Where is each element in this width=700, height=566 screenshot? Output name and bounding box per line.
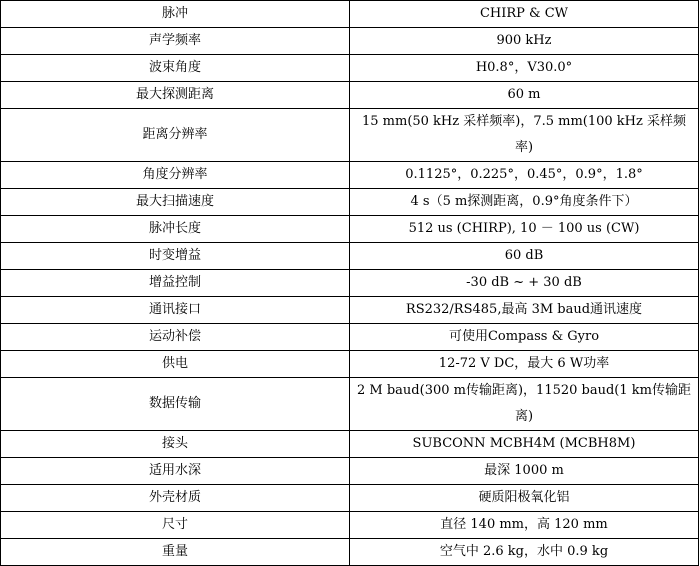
spec-label: 供电 [1,351,350,378]
spec-label: 适用水深 [1,458,350,485]
table-row [1,189,699,216]
spec-label: 脉冲 [1,1,350,28]
table-row [1,458,699,485]
spec-value: 4 s（5 m探测距离，0.9°角度条件下） [350,189,699,216]
spec-value: 512 us (CHIRP), 10 － 100 us (CW) [350,216,699,243]
table-row [1,28,699,55]
spec-label: 运动补偿 [1,324,350,351]
spec-value: 60 dB [350,243,699,270]
spec-value: 直径 140 mm，高 120 mm [350,512,699,539]
spec-label: 最大探测距离 [1,82,350,109]
spec-value: H0.8°，V30.0° [350,55,699,82]
spec-value: -30 dB ~ + 30 dB [350,270,699,297]
spec-label: 增益控制 [1,270,350,297]
table-row [1,243,699,270]
spec-label: 数据传输 [1,378,350,431]
spec-label: 尺寸 [1,512,350,539]
spec-value: CHIRP & CW [350,1,699,28]
spec-value: SUBCONN MCBH4M (MCBH8M) [350,431,699,458]
table-row [1,270,699,297]
spec-label: 角度分辨率 [1,162,350,189]
spec-label: 距离分辨率 [1,109,350,162]
spec-value: 900 kHz [350,28,699,55]
table-row [1,216,699,243]
spec-value: 可使用Compass & Gyro [350,324,699,351]
spec-label: 波束角度 [1,55,350,82]
spec-label: 通讯接口 [1,297,350,324]
spec-label: 最大扫描速度 [1,189,350,216]
spec-value: 15 mm(50 kHz 采样频率)，7.5 mm(100 kHz 采样频率) [350,109,699,162]
spec-value: 最深 1000 m [350,458,699,485]
spec-value: 60 m [350,82,699,109]
spec-value: 0.1125°，0.225°，0.45°，0.9°，1.8° [350,162,699,189]
spec-value: RS232/RS485,最高 3M baud通讯速度 [350,297,699,324]
table-row [1,82,699,109]
table-row [1,378,699,431]
spec-label: 时变增益 [1,243,350,270]
table-row [1,297,699,324]
table-row [1,431,699,458]
spec-label: 接头 [1,431,350,458]
spec-label: 外壳材质 [1,485,350,512]
spec-label: 脉冲长度 [1,216,350,243]
table-row [1,55,699,82]
spec-value: 2 M baud(300 m传输距离)，11520 baud(1 km传输距离) [350,378,699,431]
table-row [1,351,699,378]
spec-value: 空气中 2.6 kg，水中 0.9 kg [350,539,699,566]
table-row [1,324,699,351]
table-row [1,1,699,28]
table-row [1,109,699,162]
spec-value: 12-72 V DC，最大 6 W功率 [350,351,699,378]
table-row [1,539,699,566]
spec-value: 硬质阳极氧化铝 [350,485,699,512]
table-row [1,485,699,512]
table-row [1,512,699,539]
spec-label: 重量 [1,539,350,566]
table-row [1,162,699,189]
spec-label: 声学频率 [1,28,350,55]
